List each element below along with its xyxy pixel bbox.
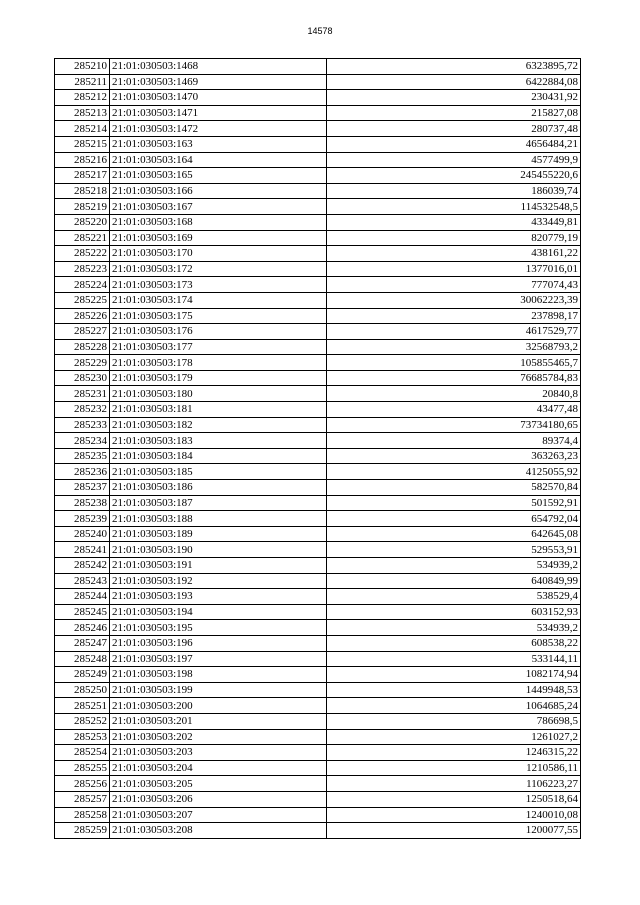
table-row bbox=[55, 261, 581, 277]
table-row bbox=[55, 745, 581, 761]
row-number-cell: 285230 bbox=[55, 370, 110, 386]
cadastral-number-cell: 21:01:030503:164 bbox=[110, 152, 327, 168]
cadastral-value-cell: 76685784,83 bbox=[327, 370, 581, 386]
row-number-cell: 285231 bbox=[55, 386, 110, 402]
cadastral-value-cell: 4617529,77 bbox=[327, 324, 581, 340]
cadastral-number-cell: 21:01:030503:167 bbox=[110, 199, 327, 215]
row-number-cell: 285220 bbox=[55, 214, 110, 230]
table-row bbox=[55, 370, 581, 386]
row-number-cell: 285225 bbox=[55, 292, 110, 308]
cadastral-value-cell: 43477,48 bbox=[327, 402, 581, 418]
table-row bbox=[55, 152, 581, 168]
cadastral-number-cell: 21:01:030503:173 bbox=[110, 277, 327, 293]
cadastral-value-cell: 30062223,39 bbox=[327, 292, 581, 308]
row-number-cell: 285223 bbox=[55, 261, 110, 277]
cadastral-number-cell: 21:01:030503:193 bbox=[110, 589, 327, 605]
cadastral-number-cell: 21:01:030503:202 bbox=[110, 729, 327, 745]
table-row bbox=[55, 713, 581, 729]
table-row bbox=[55, 308, 581, 324]
cadastral-value-cell: 529553,91 bbox=[327, 542, 581, 558]
row-number-cell: 285245 bbox=[55, 604, 110, 620]
row-number-cell: 285232 bbox=[55, 402, 110, 418]
cadastral-number-cell: 21:01:030503:205 bbox=[110, 776, 327, 792]
cadastral-number-cell: 21:01:030503:170 bbox=[110, 246, 327, 262]
row-number-cell: 285241 bbox=[55, 542, 110, 558]
row-number-cell: 285256 bbox=[55, 776, 110, 792]
table-row bbox=[55, 620, 581, 636]
cadastral-number-cell: 21:01:030503:185 bbox=[110, 464, 327, 480]
row-number-cell: 285240 bbox=[55, 526, 110, 542]
cadastral-value-cell: 20840,8 bbox=[327, 386, 581, 402]
table-row bbox=[55, 791, 581, 807]
cadastral-number-cell: 21:01:030503:166 bbox=[110, 183, 327, 199]
table-row bbox=[55, 168, 581, 184]
table-row bbox=[55, 324, 581, 340]
table-row bbox=[55, 230, 581, 246]
cadastral-value-cell: 640849,99 bbox=[327, 573, 581, 589]
cadastral-value-cell: 538529,4 bbox=[327, 589, 581, 605]
row-number-cell: 285233 bbox=[55, 417, 110, 433]
row-number-cell: 285221 bbox=[55, 230, 110, 246]
row-number-cell: 285250 bbox=[55, 682, 110, 698]
cadastral-value-cell: 105855465,7 bbox=[327, 355, 581, 371]
cadastral-number-cell: 21:01:030503:1472 bbox=[110, 121, 327, 137]
cadastral-value-cell: 1250518,64 bbox=[327, 791, 581, 807]
cadastral-value-cell: 1200077,55 bbox=[327, 823, 581, 839]
page-number: 14578 bbox=[307, 26, 333, 36]
cadastral-value-cell: 438161,22 bbox=[327, 246, 581, 262]
table-row bbox=[55, 355, 581, 371]
table-row bbox=[55, 136, 581, 152]
cadastral-number-cell: 21:01:030503:197 bbox=[110, 651, 327, 667]
table-row bbox=[55, 214, 581, 230]
table-row bbox=[55, 183, 581, 199]
cadastral-number-cell: 21:01:030503:169 bbox=[110, 230, 327, 246]
row-number-cell: 285224 bbox=[55, 277, 110, 293]
cadastral-number-cell: 21:01:030503:186 bbox=[110, 480, 327, 496]
table-row bbox=[55, 74, 581, 90]
cadastral-value-cell: 32568793,2 bbox=[327, 339, 581, 355]
table-body bbox=[55, 59, 581, 839]
cadastral-value-cell: 215827,08 bbox=[327, 105, 581, 121]
cadastral-number-cell: 21:01:030503:187 bbox=[110, 495, 327, 511]
table-row bbox=[55, 90, 581, 106]
cadastral-value-cell: 501592,91 bbox=[327, 495, 581, 511]
table-row bbox=[55, 667, 581, 683]
cadastral-number-cell: 21:01:030503:199 bbox=[110, 682, 327, 698]
cadastral-number-cell: 21:01:030503:208 bbox=[110, 823, 327, 839]
cadastral-number-cell: 21:01:030503:1471 bbox=[110, 105, 327, 121]
table-row bbox=[55, 59, 581, 75]
table-row bbox=[55, 386, 581, 402]
row-number-cell: 285244 bbox=[55, 589, 110, 605]
cadastral-number-cell: 21:01:030503:1468 bbox=[110, 59, 327, 75]
cadastral-number-cell: 21:01:030503:183 bbox=[110, 433, 327, 449]
row-number-cell: 285217 bbox=[55, 168, 110, 184]
cadastral-number-cell: 21:01:030503:207 bbox=[110, 807, 327, 823]
row-number-cell: 285238 bbox=[55, 495, 110, 511]
cadastral-value-cell: 533144,11 bbox=[327, 651, 581, 667]
row-number-cell: 285226 bbox=[55, 308, 110, 324]
row-number-cell: 285247 bbox=[55, 635, 110, 651]
cadastral-value-cell: 89374,4 bbox=[327, 433, 581, 449]
row-number-cell: 285242 bbox=[55, 558, 110, 574]
cadastral-number-cell: 21:01:030503:192 bbox=[110, 573, 327, 589]
row-number-cell: 285252 bbox=[55, 713, 110, 729]
row-number-cell: 285239 bbox=[55, 511, 110, 527]
table-row bbox=[55, 776, 581, 792]
table-row bbox=[55, 480, 581, 496]
row-number-cell: 285216 bbox=[55, 152, 110, 168]
cadastral-number-cell: 21:01:030503:176 bbox=[110, 324, 327, 340]
cadastral-value-cell: 642645,08 bbox=[327, 526, 581, 542]
cadastral-value-cell: 1246315,22 bbox=[327, 745, 581, 761]
cadastral-value-cell: 582570,84 bbox=[327, 480, 581, 496]
row-number-cell: 285213 bbox=[55, 105, 110, 121]
table-row bbox=[55, 651, 581, 667]
cadastral-number-cell: 21:01:030503:190 bbox=[110, 542, 327, 558]
cadastral-value-cell: 777074,43 bbox=[327, 277, 581, 293]
cadastral-number-cell: 21:01:030503:189 bbox=[110, 526, 327, 542]
cadastral-number-cell: 21:01:030503:163 bbox=[110, 136, 327, 152]
table-row bbox=[55, 277, 581, 293]
cadastral-value-cell: 1449948,53 bbox=[327, 682, 581, 698]
table-row bbox=[55, 433, 581, 449]
cadastral-number-cell: 21:01:030503:196 bbox=[110, 635, 327, 651]
cadastral-number-cell: 21:01:030503:180 bbox=[110, 386, 327, 402]
cadastral-value-cell: 786698,5 bbox=[327, 713, 581, 729]
table-row bbox=[55, 823, 581, 839]
cadastral-value-cell: 534939,2 bbox=[327, 620, 581, 636]
cadastral-number-cell: 21:01:030503:1469 bbox=[110, 74, 327, 90]
table-row bbox=[55, 526, 581, 542]
cadastral-number-cell: 21:01:030503:201 bbox=[110, 713, 327, 729]
row-number-cell: 285246 bbox=[55, 620, 110, 636]
cadastral-number-cell: 21:01:030503:181 bbox=[110, 402, 327, 418]
cadastral-value-cell: 654792,04 bbox=[327, 511, 581, 527]
cadastral-value-cell: 4577499,9 bbox=[327, 152, 581, 168]
cadastral-number-cell: 21:01:030503:175 bbox=[110, 308, 327, 324]
cadastral-number-cell: 21:01:030503:194 bbox=[110, 604, 327, 620]
row-number-cell: 285237 bbox=[55, 480, 110, 496]
cadastral-number-cell: 21:01:030503:206 bbox=[110, 791, 327, 807]
row-number-cell: 285215 bbox=[55, 136, 110, 152]
cadastral-value-cell: 230431,92 bbox=[327, 90, 581, 106]
cadastral-value-cell: 186039,74 bbox=[327, 183, 581, 199]
table-row bbox=[55, 402, 581, 418]
cadastral-value-cell: 73734180,65 bbox=[327, 417, 581, 433]
row-number-cell: 285243 bbox=[55, 573, 110, 589]
table-row bbox=[55, 464, 581, 480]
cadastral-number-cell: 21:01:030503:195 bbox=[110, 620, 327, 636]
table-row bbox=[55, 698, 581, 714]
table-row bbox=[55, 558, 581, 574]
row-number-cell: 285255 bbox=[55, 760, 110, 776]
cadastral-value-cell: 534939,2 bbox=[327, 558, 581, 574]
table-row bbox=[55, 417, 581, 433]
row-number-cell: 285259 bbox=[55, 823, 110, 839]
cadastral-number-cell: 21:01:030503:203 bbox=[110, 745, 327, 761]
row-number-cell: 285248 bbox=[55, 651, 110, 667]
row-number-cell: 285218 bbox=[55, 183, 110, 199]
cadastral-number-cell: 21:01:030503:182 bbox=[110, 417, 327, 433]
cadastral-value-cell: 608538,22 bbox=[327, 635, 581, 651]
cadastral-value-cell: 1261027,2 bbox=[327, 729, 581, 745]
row-number-cell: 285214 bbox=[55, 121, 110, 137]
cadastral-number-cell: 21:01:030503:184 bbox=[110, 448, 327, 464]
cadastral-value-cell: 820779,19 bbox=[327, 230, 581, 246]
row-number-cell: 285253 bbox=[55, 729, 110, 745]
row-number-cell: 285251 bbox=[55, 698, 110, 714]
cadastral-value-cell: 1210586,11 bbox=[327, 760, 581, 776]
cadastral-number-cell: 21:01:030503:1470 bbox=[110, 90, 327, 106]
table-row bbox=[55, 511, 581, 527]
table-row bbox=[55, 573, 581, 589]
cadastral-value-cell: 433449,81 bbox=[327, 214, 581, 230]
table-row bbox=[55, 589, 581, 605]
table-row bbox=[55, 199, 581, 215]
row-number-cell: 285228 bbox=[55, 339, 110, 355]
cadastral-value-cell: 603152,93 bbox=[327, 604, 581, 620]
cadastral-value-cell: 1240010,08 bbox=[327, 807, 581, 823]
cadastral-value-cell: 1082174,94 bbox=[327, 667, 581, 683]
cadastral-number-cell: 21:01:030503:178 bbox=[110, 355, 327, 371]
table-row bbox=[55, 604, 581, 620]
row-number-cell: 285235 bbox=[55, 448, 110, 464]
cadastral-number-cell: 21:01:030503:168 bbox=[110, 214, 327, 230]
cadastral-value-table bbox=[54, 58, 581, 839]
cadastral-number-cell: 21:01:030503:179 bbox=[110, 370, 327, 386]
row-number-cell: 285258 bbox=[55, 807, 110, 823]
cadastral-number-cell: 21:01:030503:177 bbox=[110, 339, 327, 355]
cadastral-number-cell: 21:01:030503:172 bbox=[110, 261, 327, 277]
table-row bbox=[55, 292, 581, 308]
table-row bbox=[55, 105, 581, 121]
row-number-cell: 285227 bbox=[55, 324, 110, 340]
cadastral-value-cell: 4656484,21 bbox=[327, 136, 581, 152]
row-number-cell: 285254 bbox=[55, 745, 110, 761]
row-number-cell: 285219 bbox=[55, 199, 110, 215]
cadastral-number-cell: 21:01:030503:174 bbox=[110, 292, 327, 308]
cadastral-value-cell: 237898,17 bbox=[327, 308, 581, 324]
row-number-cell: 285212 bbox=[55, 90, 110, 106]
cadastral-number-cell: 21:01:030503:198 bbox=[110, 667, 327, 683]
table-row bbox=[55, 495, 581, 511]
table-row bbox=[55, 807, 581, 823]
cadastral-value-cell: 280737,48 bbox=[327, 121, 581, 137]
cadastral-value-cell: 1064685,24 bbox=[327, 698, 581, 714]
row-number-cell: 285249 bbox=[55, 667, 110, 683]
cadastral-value-cell: 6422884,08 bbox=[327, 74, 581, 90]
cadastral-number-cell: 21:01:030503:200 bbox=[110, 698, 327, 714]
table-row bbox=[55, 339, 581, 355]
cadastral-value-cell: 4125055,92 bbox=[327, 464, 581, 480]
row-number-cell: 285234 bbox=[55, 433, 110, 449]
row-number-cell: 285229 bbox=[55, 355, 110, 371]
row-number-cell: 285210 bbox=[55, 59, 110, 75]
cadastral-number-cell: 21:01:030503:191 bbox=[110, 558, 327, 574]
table-row bbox=[55, 729, 581, 745]
table-row bbox=[55, 121, 581, 137]
cadastral-number-cell: 21:01:030503:165 bbox=[110, 168, 327, 184]
row-number-cell: 285257 bbox=[55, 791, 110, 807]
row-number-cell: 285211 bbox=[55, 74, 110, 90]
table-row bbox=[55, 246, 581, 262]
table-row bbox=[55, 682, 581, 698]
row-number-cell: 285222 bbox=[55, 246, 110, 262]
cadastral-value-cell: 6323895,72 bbox=[327, 59, 581, 75]
cadastral-value-cell: 114532548,5 bbox=[327, 199, 581, 215]
table-row bbox=[55, 448, 581, 464]
table-row bbox=[55, 760, 581, 776]
cadastral-value-cell: 245455220,6 bbox=[327, 168, 581, 184]
row-number-cell: 285236 bbox=[55, 464, 110, 480]
cadastral-value-cell: 1106223,27 bbox=[327, 776, 581, 792]
cadastral-value-cell: 363263,23 bbox=[327, 448, 581, 464]
table-row bbox=[55, 542, 581, 558]
cadastral-value-cell: 1377016,01 bbox=[327, 261, 581, 277]
table-row bbox=[55, 635, 581, 651]
cadastral-number-cell: 21:01:030503:188 bbox=[110, 511, 327, 527]
cadastral-number-cell: 21:01:030503:204 bbox=[110, 760, 327, 776]
